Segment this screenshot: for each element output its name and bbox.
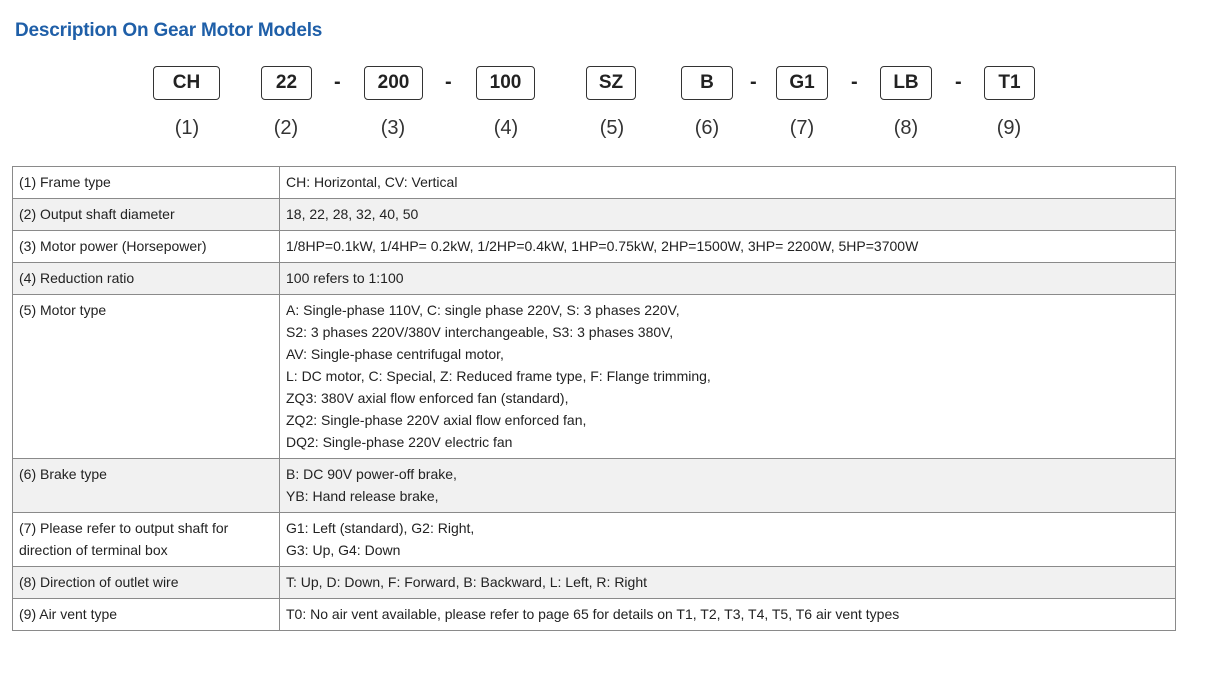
- label-line: (1) Frame type: [19, 174, 111, 190]
- desc-line: 100 refers to 1:100: [286, 270, 404, 286]
- table-row: [13, 263, 1176, 295]
- code-box-ratio: 100: [476, 66, 535, 100]
- row-desc: [280, 513, 1176, 567]
- row-label: [13, 295, 280, 459]
- page-title: Description On Gear Motor Models: [15, 20, 323, 41]
- desc-line: CH: Horizontal, CV: Vertical: [286, 174, 458, 190]
- code-dash: -: [445, 71, 452, 93]
- desc-line: 1/8HP=0.1kW, 1/4HP= 0.2kW, 1/2HP=0.4kW, 1HP=0.75kW, 2HP=1500W, 3HP= 2200W, 5HP=3700W: [286, 238, 919, 254]
- desc-line: A: Single-phase 110V, C: single phase 220V, S: 3 phases 220V,: [286, 302, 680, 318]
- index-label: (4): [493, 117, 519, 139]
- row-label: [13, 459, 280, 513]
- row-desc: [280, 263, 1176, 295]
- desc-line: AV: Single-phase centrifugal motor,: [286, 346, 504, 362]
- code-box-motor: SZ: [586, 66, 636, 100]
- index-label: (9): [996, 117, 1022, 139]
- label-line: (7) Please refer to output shaft for: [19, 520, 229, 536]
- code-box-shaft: 22: [261, 66, 312, 100]
- desc-line: DQ2: Single-phase 220V electric fan: [286, 434, 513, 450]
- table-row: [13, 599, 1176, 631]
- row-desc: [280, 599, 1176, 631]
- desc-line: G3: Up, G4: Down: [286, 542, 401, 558]
- index-label: (5): [599, 117, 625, 139]
- code-box-brake: B: [681, 66, 733, 100]
- row-desc: [280, 167, 1176, 199]
- label-line: (5) Motor type: [19, 302, 107, 318]
- table-row: [13, 459, 1176, 513]
- code-dash: -: [334, 71, 341, 93]
- label-line: (3) Motor power (Horsepower): [19, 238, 207, 254]
- desc-line: ZQ2: Single-phase 220V axial flow enforced fan,: [286, 412, 587, 428]
- row-desc: [280, 567, 1176, 599]
- label-line: (4) Reduction ratio: [19, 270, 135, 286]
- row-desc: [280, 459, 1176, 513]
- code-dash: -: [955, 71, 962, 93]
- row-label: [13, 567, 280, 599]
- row-label: [13, 231, 280, 263]
- index-label: (1): [174, 117, 200, 139]
- index-row: [0, 117, 1205, 143]
- label-line: direction of terminal box: [19, 542, 168, 558]
- label-line: (2) Output shaft diameter: [19, 206, 175, 222]
- row-label: [13, 599, 280, 631]
- desc-line: L: DC motor, C: Special, Z: Reduced frame type, F: Flange trimming,: [286, 368, 711, 384]
- desc-line: YB: Hand release brake,: [286, 488, 439, 504]
- row-label: [13, 199, 280, 231]
- desc-line: 18, 22, 28, 32, 40, 50: [286, 206, 419, 222]
- table-row: [13, 567, 1176, 599]
- desc-line: S2: 3 phases 220V/380V interchangeable, S3: 3 phases 380V,: [286, 324, 674, 340]
- row-label: [13, 263, 280, 295]
- index-label: (6): [694, 117, 720, 139]
- code-dash: -: [851, 71, 858, 93]
- desc-line: G1: Left (standard), G2: Right,: [286, 520, 475, 536]
- spec-table: [12, 166, 1176, 631]
- table-row: [13, 513, 1176, 567]
- index-label: (3): [380, 117, 406, 139]
- index-label: (2): [273, 117, 299, 139]
- table-row: [13, 295, 1176, 459]
- code-box-terminal: G1: [776, 66, 828, 100]
- row-desc: [280, 199, 1176, 231]
- row-desc: [280, 231, 1176, 263]
- desc-line: T: Up, D: Down, F: Forward, B: Backward, L: Left, R: Right: [286, 574, 648, 590]
- code-box-frame: CH: [153, 66, 220, 100]
- table-row: [13, 167, 1176, 199]
- label-line: (6) Brake type: [19, 466, 107, 482]
- row-label: [13, 513, 280, 567]
- code-box-outlet: LB: [880, 66, 932, 100]
- index-label: (7): [789, 117, 815, 139]
- code-box-vent: T1: [984, 66, 1035, 100]
- table-row: [13, 199, 1176, 231]
- model-code-diagram: [0, 66, 1205, 106]
- row-desc: [280, 295, 1176, 459]
- desc-line: T0: No air vent available, please refer to page 65 for details on T1, T2, T3, T4, T5, T6 air vent types: [286, 606, 900, 622]
- label-line: (8) Direction of outlet wire: [19, 574, 179, 590]
- label-line: (9) Air vent type: [19, 606, 118, 622]
- code-dash: -: [750, 71, 757, 93]
- desc-line: ZQ3: 380V axial flow enforced fan (standard),: [286, 390, 569, 406]
- index-label: (8): [893, 117, 919, 139]
- desc-line: B: DC 90V power-off brake,: [286, 466, 457, 482]
- code-box-power: 200: [364, 66, 423, 100]
- row-label: [13, 167, 280, 199]
- table-row: [13, 231, 1176, 263]
